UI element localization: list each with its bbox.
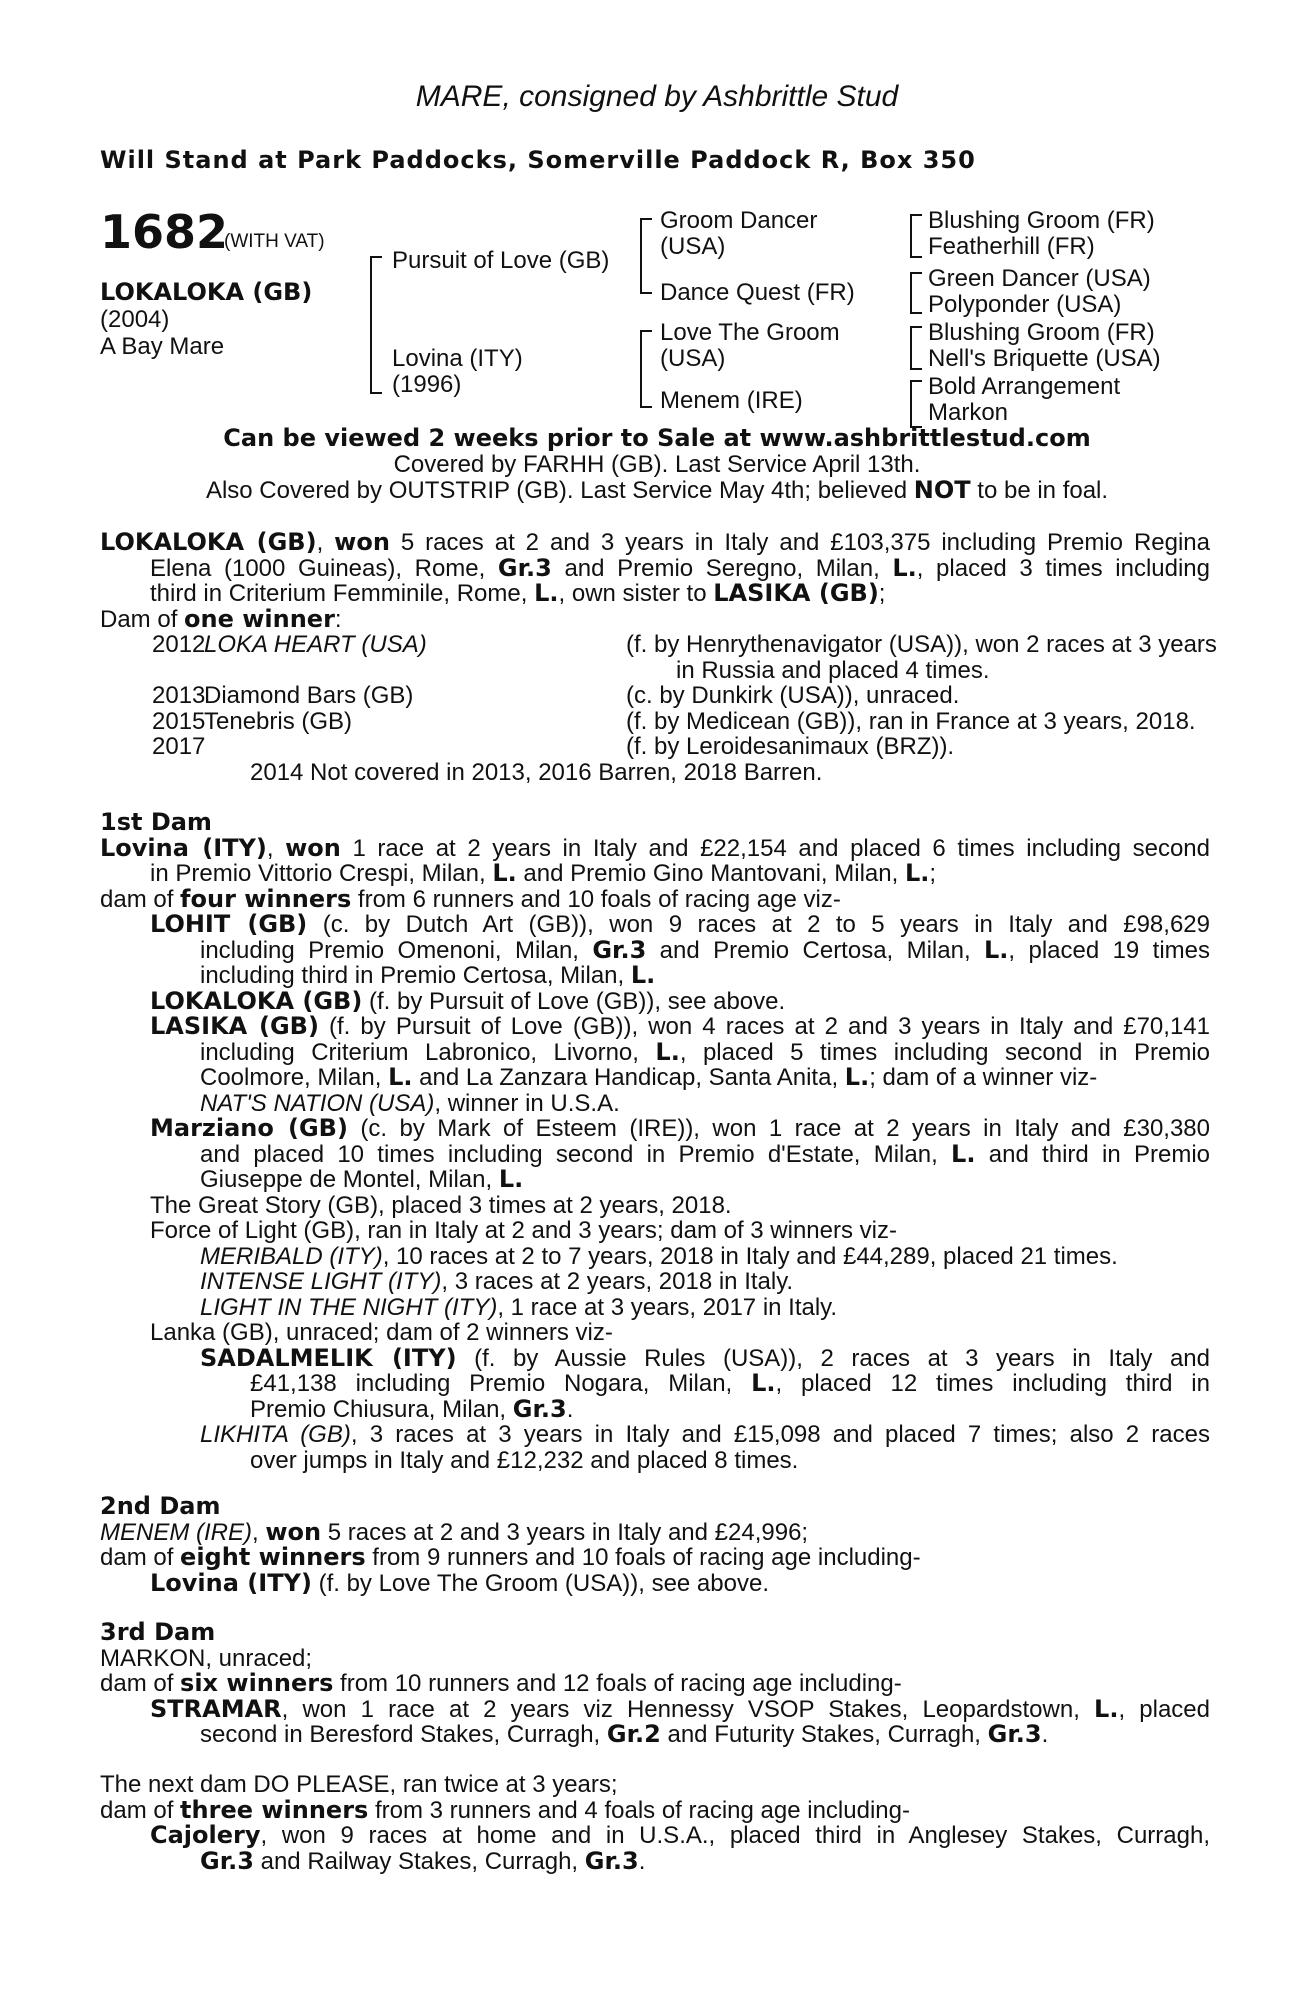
third-dam-heading: 3rd Dam [100,1618,216,1646]
offspring-line: Marziano (GB) (c. by Mark of Esteem (IRE)), won 1 race at 2 years in Italy and £30,380 [150,1114,1210,1142]
pedigree-brace-dd [910,380,922,428]
offspring-line: LASIKA (GB) (f. by Pursuit of Love (GB)), won 4 races at 2 and 3 years in Italy and £70,141 [150,1012,1210,1040]
dam-line: The next dam DO PLEASE, ran twice at 3 years; [100,1771,618,1798]
offspring-line: including Criterium Labronico, Livorno, L., placed 5 times including second in Premio [200,1037,1211,1066]
progeny-row: 2012 LOKA HEART (USA) (f. by Henrythenavigator (USA)), won 2 races at 3 years [152,631,1217,658]
offspring-line: Premio Chiusura, Milan, Gr.3. [250,1394,574,1423]
pedigree-sire: Pursuit of Love (GB) [392,247,610,274]
pedigree-ddd: Markon [928,399,1009,426]
viewing-note: Can be viewed 2 weeks prior to Sale at www.ashbrittlestud.com [223,424,1091,452]
offspring-line: STRAMAR, won 1 race at 2 years viz Hennessy VSOP Stakes, Leopardstown, L., placed [150,1694,1210,1723]
offspring-line: SADALMELIK (ITY) (f. by Aussie Rules (USA)), 2 races at 3 years in Italy and [200,1343,1210,1372]
pedigree-brace-ds [910,326,922,370]
dam-line: MARKON, unraced; [100,1644,313,1672]
dam-line: dam of three winners from 3 runners and 4 foals of racing age including- [100,1795,910,1824]
pedigree-ssd: Featherhill (FR) [928,233,1095,260]
pedigree-dam-year: (1996) [392,371,462,398]
horse-year: (2004) [100,306,170,333]
first-dam-section [100,810,1210,1473]
horse-name: LOKALOKA (GB) [100,278,313,306]
offspring-line: MERIBALD (ITY), 10 races at 2 to 7 years, 2018 in Italy and £44,289, placed 21 times. [200,1242,1118,1270]
dam-line: Lovina (ITY), won 1 race at 2 years in Italy and £22,154 and placed 6 times including second [100,833,1211,862]
offspring-line: LOKALOKA (GB) (f. by Pursuit of Love (GB)), see above. [150,986,786,1015]
pedigree-brace-sd [910,272,922,314]
first-dam-heading: 1st Dam [100,808,212,836]
page-title: MARE, consigned by Ashbrittle Stud [415,80,899,113]
second-dam-heading: 2nd Dam [100,1492,221,1520]
pedigree-brace-dam [640,330,652,408]
race-record [100,528,1217,786]
record-line: LOKALOKA (GB), won 5 races at 2 and 3 years in Italy and £103,375 including Premio Regina [100,528,1210,556]
dam-line: MENEM (IRE), won 5 races at 2 and 3 years in Italy and £24,996; [100,1517,809,1546]
offspring-line: and placed 10 times including second in Premio d'Estate, Milan, L. and third in Premio [200,1139,1210,1168]
pedigree-sire-sire: Groom Dancer [660,207,818,234]
pedigree-brace-ss [910,214,922,258]
covered-note-2: Also Covered by OUTSTRIP (GB). Last Service May 4th; believed NOT to be in foal. [205,476,1109,504]
offspring-line: Lanka (GB), unraced; dam of 2 winners viz- [150,1319,613,1346]
barren-note: 2014 Not covered in 2013, 2016 Barren, 2018 Barren. [250,758,823,786]
covered-note-1: Covered by FARHH (GB). Last Service April 13th. [393,451,921,478]
stand-location: Will Stand at Park Paddocks, Somerville Paddock R, Box 350 [100,146,976,174]
dam-line: dam of four winners from 6 runners and 10 foals of racing age viz- [100,884,841,913]
offspring-line: including third in Premio Certosa, Milan, L. [200,961,656,989]
pedigree-dam-sire-country: (USA) [660,345,726,372]
offspring-line: NAT'S NATION (USA), winner in U.S.A. [200,1089,620,1117]
pedigree-sss: Blushing Groom (FR) [928,207,1155,234]
pedigree-dsd: Nell's Briquette (USA) [928,345,1161,372]
pedigree-dds: Bold Arrangement [928,373,1121,400]
record-line: third in Criterium Femminile, Rome, L., own sister to LASIKA (GB); [150,579,886,607]
offspring-line: LIKHITA (GB), 3 races at 3 years in Italy and £15,098 and placed 7 times; also 2 races [200,1421,1210,1448]
pedigree-brace-sire [640,218,652,294]
offspring-line: £41,138 including Premio Nogara, Milan, L., placed 12 times including third in [250,1369,1210,1397]
progeny-list [100,631,1217,786]
dam-line: in Premio Vittorio Crespi, Milan, L. and Premio Gino Mantovani, Milan, L.; [150,859,937,887]
lot-number: 1682 [100,205,229,259]
horse-description: A Bay Mare [100,333,225,360]
pedigree-dam: Lovina (ITY) [392,345,523,372]
offspring-line: Force of Light (GB), ran in Italy at 2 and 3 years; dam of 3 winners viz- [150,1217,897,1244]
offspring-line: INTENSE LIGHT (ITY), 3 races at 2 years, 2018 in Italy. [200,1268,794,1295]
pedigree-brace-gen1 [370,256,382,394]
lot-vat: (WITH VAT) [224,231,325,252]
offspring-line: Gr.3 and Railway Stakes, Curragh, Gr.3. [200,1846,646,1875]
pedigree-sds: Green Dancer (USA) [928,265,1151,292]
offspring-line: second in Beresford Stakes, Curragh, Gr.2 and Futurity Stakes, Curragh, Gr.3. [200,1720,1049,1748]
pedigree-sire-sire-country: (USA) [660,233,726,260]
progeny-row: in Russia and placed 4 times. [676,656,990,684]
dam-line: Lovina (ITY) (f. by Love The Groom (USA)), see above. [150,1568,769,1597]
progeny-row: 2015 Tenebris (GB) (f. by Medicean (GB)), ran in France at 3 years, 2018. [152,707,1196,735]
third-dam-section [100,1620,1210,1748]
pedigree-dss: Blushing Groom (FR) [928,319,1155,346]
dam-line: dam of eight winners from 9 runners and 10 foals of racing age including- [100,1543,921,1571]
pedigree-sire-dam: Dance Quest (FR) [660,279,855,306]
pedigree-sdd: Polyponder (USA) [928,291,1122,318]
offspring-line: LIGHT IN THE NIGHT (ITY), 1 race at 3 years, 2017 in Italy. [200,1293,838,1321]
offspring-line: Cajolery, won 9 races at home and in U.S.A., placed third in Anglesey Stakes, Curragh, [150,1821,1210,1849]
record-line: Dam of one winner: [100,604,342,633]
offspring-line: Giuseppe de Montel, Milan, L. [200,1165,524,1193]
offspring-line: including Premio Omenoni, Milan, Gr.3 and Premio Certosa, Milan, L., placed 19 times [200,935,1210,964]
offspring-line: Coolmore, Milan, L. and La Zanzara Handicap, Santa Anita, L.; dam of a winner viz- [200,1063,1098,1091]
pedigree-dam-dam: Menem (IRE) [660,387,803,414]
fourth-dam-section [100,1772,1210,1874]
record-line: Elena (1000 Guineas), Rome, Gr.3 and Premio Seregno, Milan, L., placed 3 times including [150,553,1211,582]
progeny-row: 2017 (f. by Leroidesanimaux (BRZ)). [152,733,955,760]
pedigree-dam-sire: Love The Groom [660,319,840,346]
dam-line: dam of six winners from 10 runners and 12 foals of racing age including- [100,1669,902,1697]
offspring-line: LOHIT (GB) (c. by Dutch Art (GB)), won 9 races at 2 to 5 years in Italy and £98,629 [150,910,1210,938]
second-dam-section [100,1494,1210,1596]
progeny-row: 2013 Diamond Bars (GB) (c. by Dunkirk (USA)), unraced. [152,682,960,709]
offspring-line: The Great Story (GB), placed 3 times at 2 years, 2018. [150,1191,732,1219]
offspring-line: over jumps in Italy and £12,232 and placed 8 times. [250,1446,799,1474]
